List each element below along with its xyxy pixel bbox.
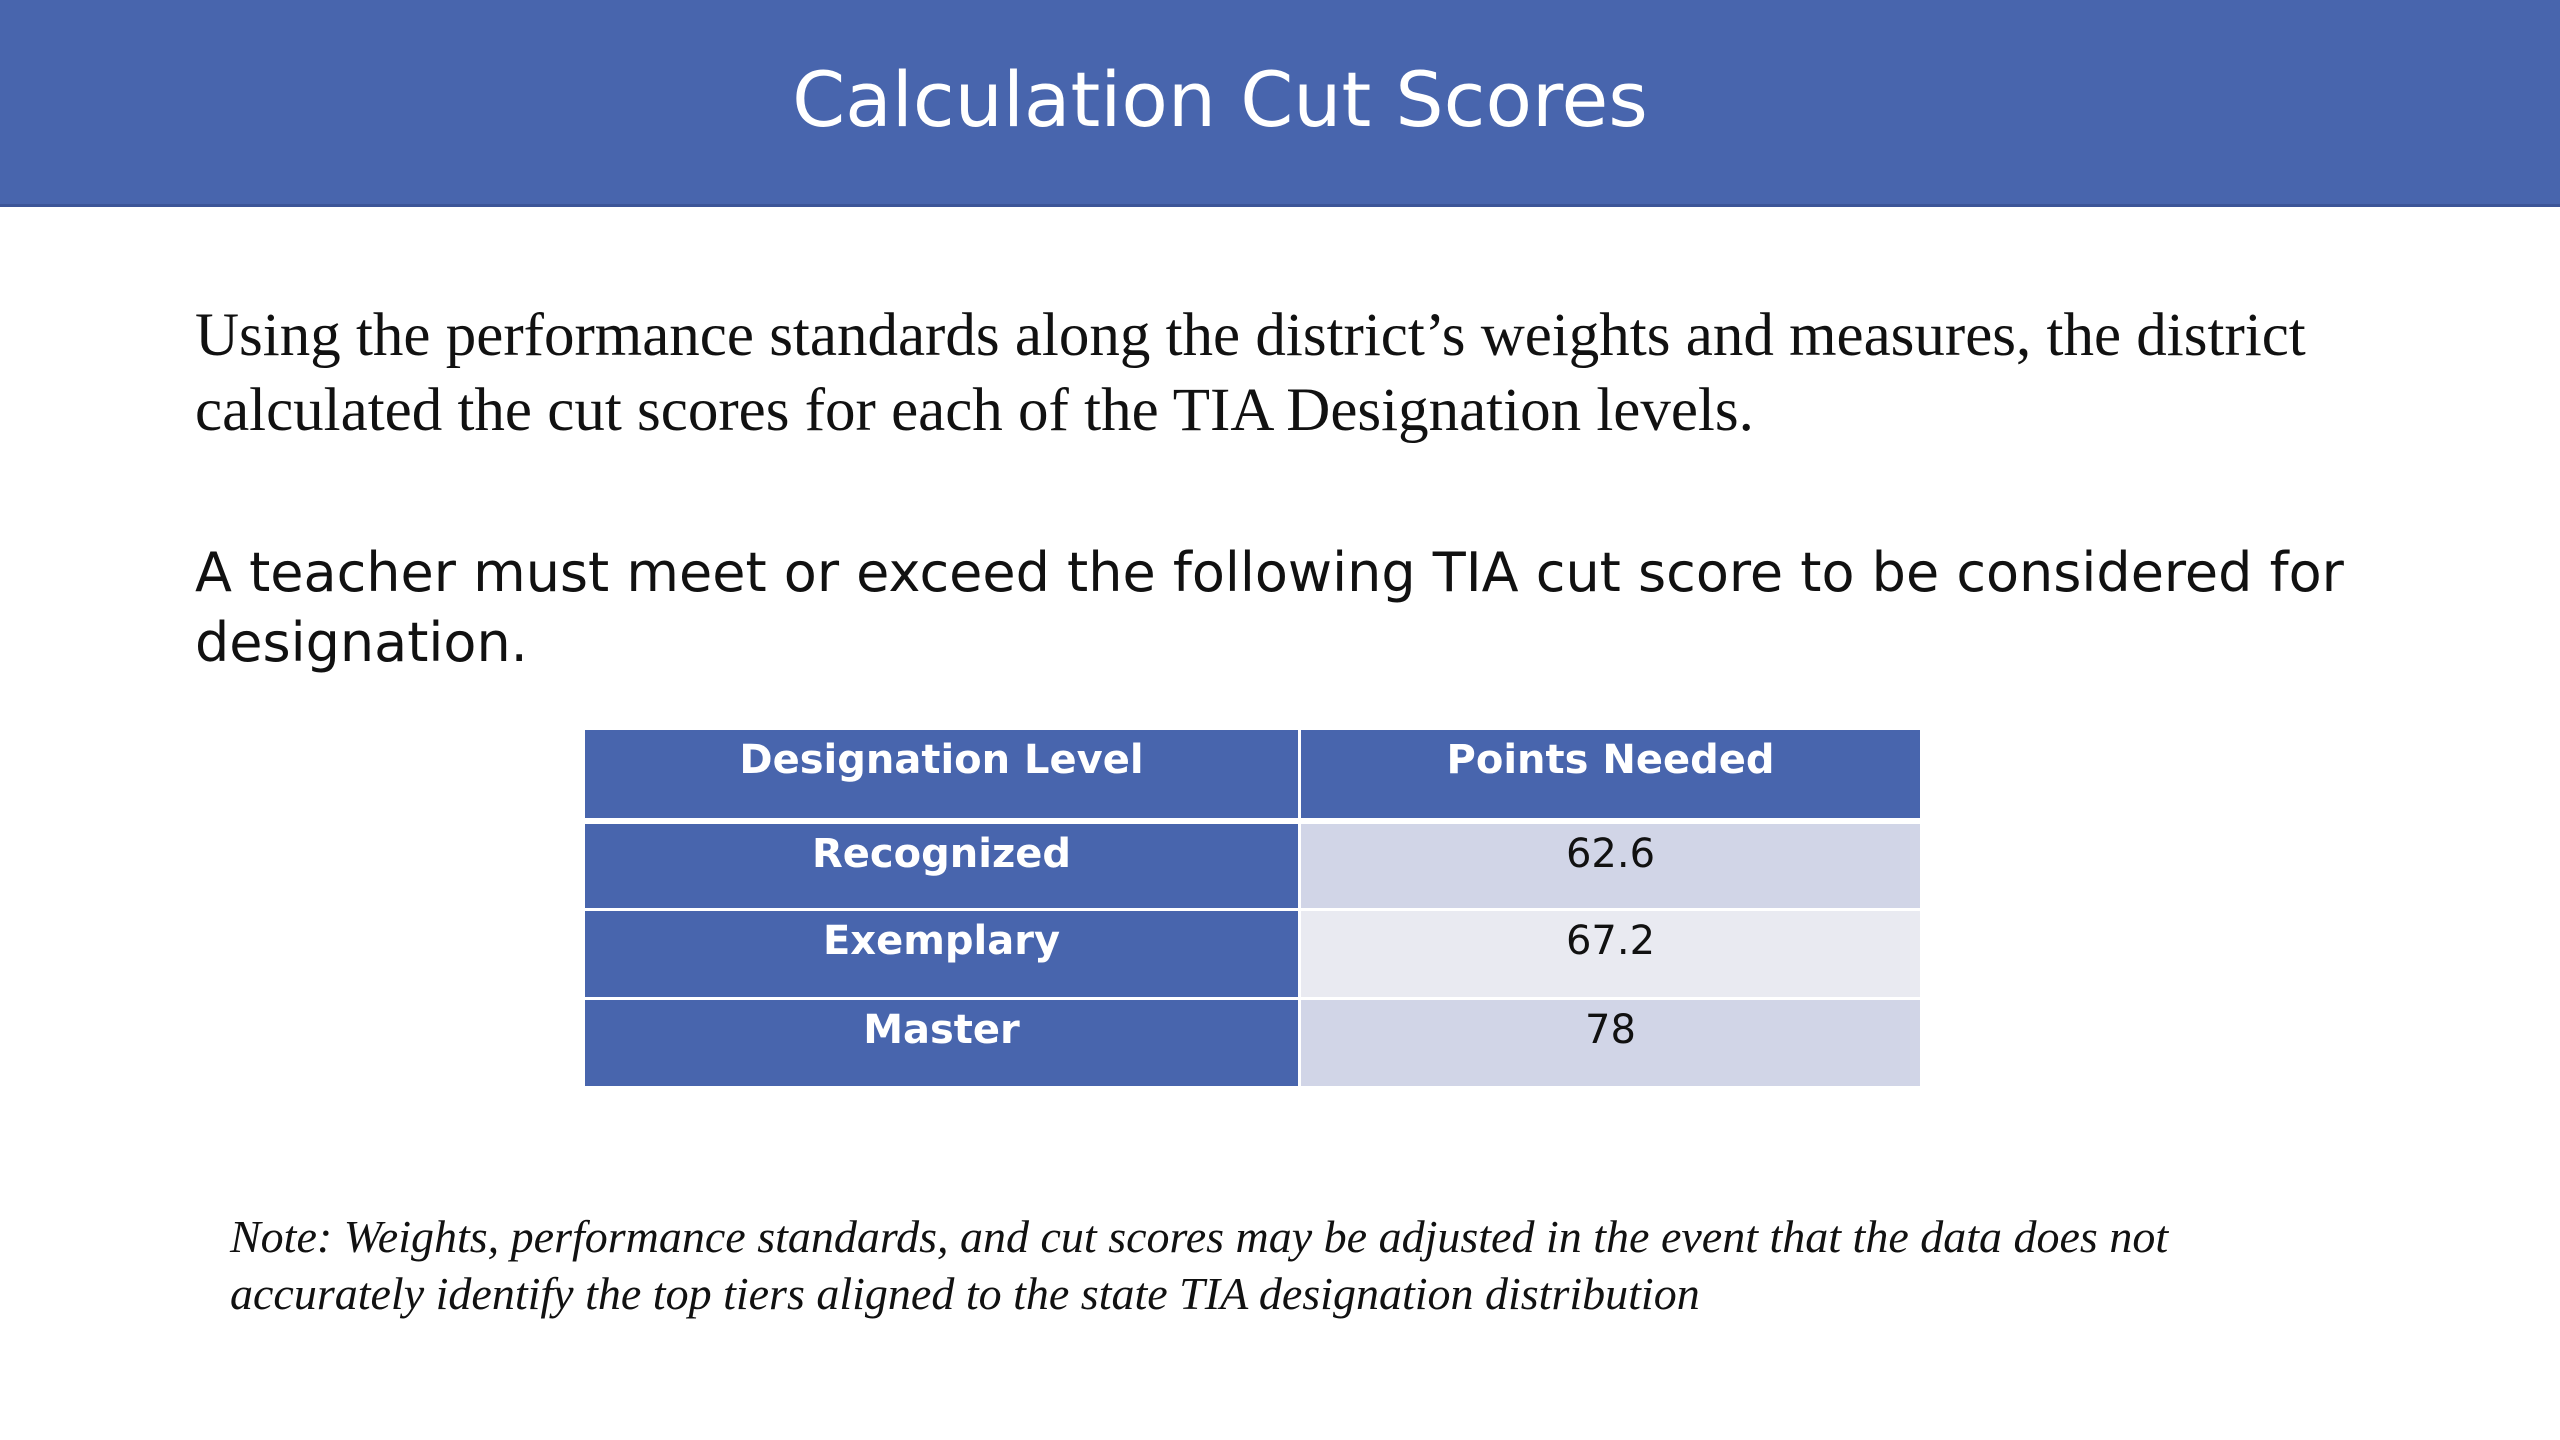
header-designation-level: Designation Level	[584, 729, 1300, 821]
level-cell: Master	[584, 999, 1300, 1088]
intro-paragraph: Using the performance standards along the district’s weights and measures, the district calculated the cut scores for each of the TIA Designation levels.	[195, 302, 2306, 444]
table-header-row	[584, 729, 1922, 821]
points-cell: 78	[1300, 999, 1922, 1088]
cut-score-table	[582, 727, 1923, 1089]
table-row	[584, 999, 1922, 1088]
requirement-paragraph: A teacher must meet or exceed the following TIA cut score to be considered for designation.	[195, 541, 2344, 674]
table-row	[584, 821, 1922, 910]
header-points-needed: Points Needed	[1300, 729, 1922, 821]
level-cell: Exemplary	[584, 910, 1300, 999]
points-cell: 62.6	[1300, 821, 1922, 910]
note-text: Note: Weights, performance standards, and cut scores may be adjusted in the event that the data does not accurately identify the top tiers aligned to the state TIA designation distribution	[230, 1211, 2169, 1319]
table-row	[584, 910, 1922, 999]
slide-title: Calculation Cut Scores	[792, 55, 1648, 144]
points-cell: 67.2	[1300, 910, 1922, 999]
title-bar	[0, 0, 2560, 207]
level-cell: Recognized	[584, 821, 1300, 910]
